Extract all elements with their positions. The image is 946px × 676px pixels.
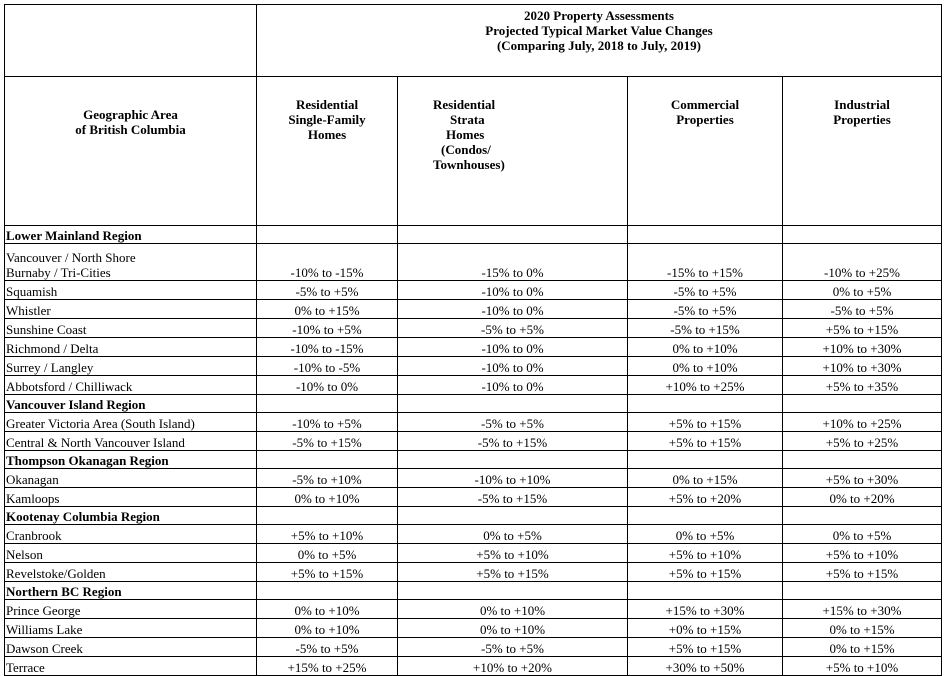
value-cell-single: -5% to +5% <box>257 281 398 300</box>
region-empty-cell <box>628 582 783 600</box>
value-cell-strata: +5% to +15% <box>398 563 628 582</box>
table-row <box>5 376 942 395</box>
area-name: Central & North Vancouver Island <box>6 435 185 450</box>
value-cell-industrial: +10% to +25% <box>783 413 942 432</box>
table-title <box>257 5 942 77</box>
value-cell-industrial: 0% to +15% <box>783 619 942 638</box>
region-name: Thompson Okanagan Region <box>5 451 257 469</box>
value-cell-single: -10% to +5% <box>257 413 398 432</box>
region-row-kootenay-columbia-region <box>5 507 942 525</box>
area-name-cell <box>5 357 257 376</box>
value-cell-industrial: 0% to +5% <box>783 525 942 544</box>
value-cell-commercial: 0% to +10% <box>628 338 783 357</box>
value-cell-strata: -10% to 0% <box>398 281 628 300</box>
value-cell-single: 0% to +15% <box>257 300 398 319</box>
table-row <box>5 469 942 488</box>
value-cell-commercial: +5% to +20% <box>628 488 783 507</box>
value-cell-strata: -10% to 0% <box>398 300 628 319</box>
value-cell-industrial: +5% to +15% <box>783 563 942 582</box>
value-cell-single: +5% to +10% <box>257 525 398 544</box>
region-name: Northern BC Region <box>5 582 257 600</box>
region-name: Kootenay Columbia Region <box>5 507 257 525</box>
value-cell-industrial: +5% to +25% <box>783 432 942 451</box>
value-cell-industrial: -5% to +5% <box>783 300 942 319</box>
value-cell-single: -10% to +5% <box>257 319 398 338</box>
area-name: Abbotsford / Chilliwack <box>6 379 133 394</box>
value-cell-strata: -10% to 0% <box>398 376 628 395</box>
value-cell-strata: -5% to +5% <box>398 413 628 432</box>
title-line-1: 2020 Property Assessments <box>524 8 674 23</box>
region-empty-cell <box>783 226 942 244</box>
table-row <box>5 638 942 657</box>
area-name-cell <box>5 488 257 507</box>
area-name-cell <box>5 657 257 676</box>
table-row <box>5 544 942 563</box>
value-cell-single: -10% to 0% <box>257 376 398 395</box>
value-cell-strata: -5% to +15% <box>398 488 628 507</box>
value-cell-single: -10% to -15% <box>257 244 398 281</box>
region-name: Vancouver Island Region <box>5 395 257 413</box>
region-row-thompson-okanagan-region <box>5 451 942 469</box>
area-name: Kamloops <box>6 491 60 506</box>
area-name-cell <box>5 563 257 582</box>
table-row <box>5 413 942 432</box>
area-name-cell <box>5 432 257 451</box>
region-row-northern-bc-region <box>5 582 942 600</box>
region-empty-cell <box>257 582 398 600</box>
region-empty-cell <box>398 226 628 244</box>
area-name: Williams Lake <box>6 622 83 637</box>
area-name: Prince George <box>6 603 81 618</box>
header-residential-single-family: Residential Single-Family Homes <box>257 77 398 226</box>
value-cell-commercial: +5% to +15% <box>628 638 783 657</box>
value-cell-industrial: +5% to +10% <box>783 657 942 676</box>
value-cell-single: -5% to +15% <box>257 432 398 451</box>
region-empty-cell <box>257 451 398 469</box>
region-empty-cell <box>783 507 942 525</box>
table-row <box>5 244 942 281</box>
value-cell-strata: 0% to +10% <box>398 600 628 619</box>
value-cell-single: +15% to +25% <box>257 657 398 676</box>
region-name: Lower Mainland Region <box>5 226 257 244</box>
value-cell-commercial: 0% to +15% <box>628 469 783 488</box>
table-row <box>5 657 942 676</box>
area-name: Greater Victoria Area (South Island) <box>6 416 195 431</box>
area-name-cell <box>5 469 257 488</box>
area-name: Surrey / Langley <box>6 360 94 375</box>
title-line-2: Projected Typical Market Value Changes <box>485 23 713 38</box>
value-cell-commercial: -15% to +15% <box>628 244 783 281</box>
area-name: Terrace <box>6 660 45 675</box>
region-row-vancouver-island-region <box>5 395 942 413</box>
area-name: Burnaby / Tri-Cities <box>6 265 111 280</box>
value-cell-single: -10% to -15% <box>257 338 398 357</box>
area-name-cell <box>5 619 257 638</box>
value-cell-industrial: -10% to +25% <box>783 244 942 281</box>
table-row <box>5 432 942 451</box>
area-name-cell <box>5 300 257 319</box>
value-cell-industrial: +5% to +35% <box>783 376 942 395</box>
value-cell-commercial: -5% to +5% <box>628 281 783 300</box>
region-empty-cell <box>628 451 783 469</box>
value-cell-industrial: +10% to +30% <box>783 357 942 376</box>
area-name-cell <box>5 244 257 281</box>
region-empty-cell <box>783 451 942 469</box>
region-empty-cell <box>398 451 628 469</box>
value-cell-strata: 0% to +10% <box>398 619 628 638</box>
value-cell-strata: +5% to +10% <box>398 544 628 563</box>
table-row <box>5 338 942 357</box>
region-empty-cell <box>628 507 783 525</box>
table-row <box>5 600 942 619</box>
value-cell-industrial: 0% to +15% <box>783 638 942 657</box>
table-row <box>5 319 942 338</box>
value-cell-commercial: 0% to +5% <box>628 525 783 544</box>
value-cell-commercial: +15% to +30% <box>628 600 783 619</box>
region-empty-cell <box>257 507 398 525</box>
area-name-cell <box>5 413 257 432</box>
region-empty-cell <box>783 395 942 413</box>
value-cell-commercial: +0% to +15% <box>628 619 783 638</box>
assessment-table <box>4 4 942 676</box>
value-cell-commercial: -5% to +5% <box>628 300 783 319</box>
area-name-cell <box>5 338 257 357</box>
value-cell-industrial: 0% to +5% <box>783 281 942 300</box>
value-cell-industrial: 0% to +20% <box>783 488 942 507</box>
value-cell-commercial: 0% to +10% <box>628 357 783 376</box>
table-row <box>5 300 942 319</box>
value-cell-commercial: +5% to +15% <box>628 432 783 451</box>
header-industrial: Industrial Properties <box>783 77 942 226</box>
value-cell-strata: -5% to +5% <box>398 319 628 338</box>
area-name-cell <box>5 544 257 563</box>
area-name: Nelson <box>6 547 43 562</box>
area-name: Revelstoke/Golden <box>6 566 106 581</box>
header-commercial: Commercial Properties <box>628 77 783 226</box>
value-cell-strata: -5% to +5% <box>398 638 628 657</box>
area-name: Squamish <box>6 284 58 299</box>
table-row <box>5 357 942 376</box>
region-empty-cell <box>628 226 783 244</box>
region-empty-cell <box>398 507 628 525</box>
area-name: Sunshine Coast <box>6 322 87 337</box>
value-cell-industrial: +10% to +30% <box>783 338 942 357</box>
area-name: Okanagan <box>6 472 59 487</box>
value-cell-commercial: +5% to +15% <box>628 563 783 582</box>
value-cell-commercial: +5% to +15% <box>628 413 783 432</box>
region-empty-cell <box>398 395 628 413</box>
area-name: Richmond / Delta <box>6 341 99 356</box>
area-name: Dawson Creek <box>6 641 83 656</box>
title-line-3: (Comparing July, 2018 to July, 2019) <box>496 38 702 53</box>
value-cell-strata: -15% to 0% <box>398 244 628 281</box>
area-name: Whistler <box>6 303 51 318</box>
value-cell-single: 0% to +5% <box>257 544 398 563</box>
region-empty-cell <box>783 582 942 600</box>
value-cell-industrial: +5% to +30% <box>783 469 942 488</box>
value-cell-single: -5% to +5% <box>257 638 398 657</box>
header-geographic-area: Geographic Area of British Columbia <box>5 77 257 226</box>
value-cell-single: +5% to +15% <box>257 563 398 582</box>
value-cell-commercial: +5% to +10% <box>628 544 783 563</box>
region-empty-cell <box>398 582 628 600</box>
region-empty-cell <box>257 395 398 413</box>
value-cell-strata: 0% to +5% <box>398 525 628 544</box>
value-cell-commercial: +10% to +25% <box>628 376 783 395</box>
value-cell-single: 0% to +10% <box>257 488 398 507</box>
value-cell-single: -10% to -5% <box>257 357 398 376</box>
empty-corner-cell <box>5 5 257 77</box>
area-name-cell <box>5 600 257 619</box>
value-cell-strata: -5% to +15% <box>398 432 628 451</box>
value-cell-strata: +10% to +20% <box>398 657 628 676</box>
area-name-cell <box>5 525 257 544</box>
region-row-lower-mainland-region <box>5 226 942 244</box>
area-name-cell <box>5 281 257 300</box>
table-row <box>5 488 942 507</box>
value-cell-strata: -10% to 0% <box>398 357 628 376</box>
area-name: Cranbrook <box>6 528 62 543</box>
table-row <box>5 525 942 544</box>
title-row <box>5 5 942 77</box>
area-name-cell <box>5 376 257 395</box>
header-residential-strata: Residential Strata Homes (Condos/ Townhouses) <box>398 77 628 226</box>
area-name-cell <box>5 638 257 657</box>
value-cell-industrial: +5% to +15% <box>783 319 942 338</box>
area-name-cell <box>5 319 257 338</box>
table-row <box>5 619 942 638</box>
value-cell-strata: -10% to +10% <box>398 469 628 488</box>
value-cell-single: 0% to +10% <box>257 619 398 638</box>
value-cell-commercial: -5% to +15% <box>628 319 783 338</box>
table-row <box>5 281 942 300</box>
value-cell-industrial: +5% to +10% <box>783 544 942 563</box>
value-cell-single: 0% to +10% <box>257 600 398 619</box>
value-cell-strata: -10% to 0% <box>398 338 628 357</box>
value-cell-commercial: +30% to +50% <box>628 657 783 676</box>
region-empty-cell <box>257 226 398 244</box>
area-name: Vancouver / North Shore <box>6 250 136 265</box>
column-header-row <box>5 77 942 226</box>
region-empty-cell <box>628 395 783 413</box>
value-cell-industrial: +15% to +30% <box>783 600 942 619</box>
value-cell-single: -5% to +10% <box>257 469 398 488</box>
table-row <box>5 563 942 582</box>
